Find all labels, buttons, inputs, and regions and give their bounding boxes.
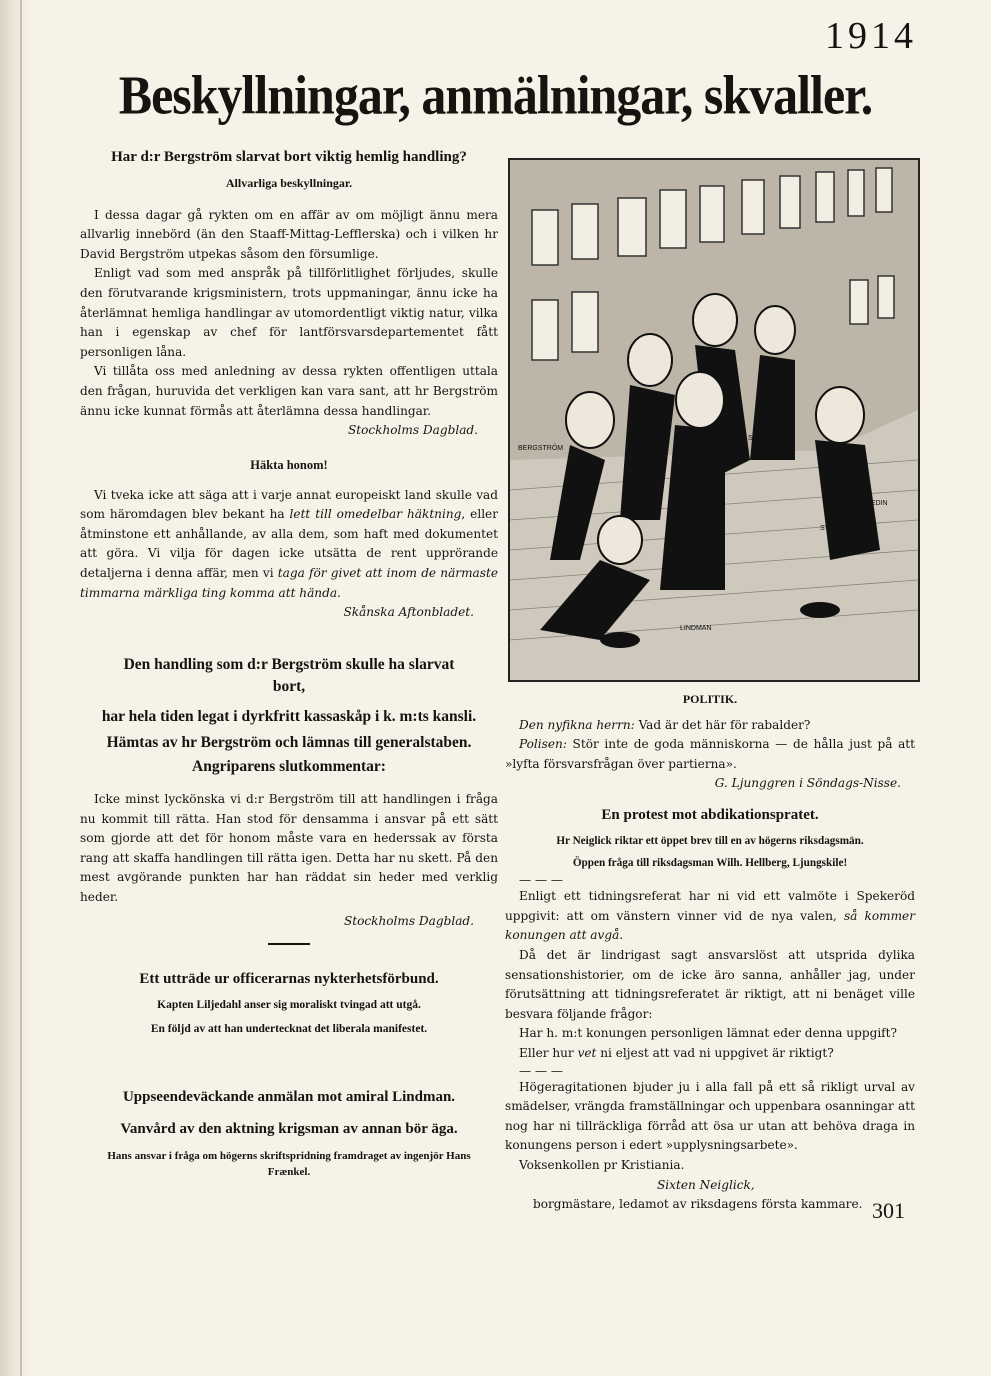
- page-year: 1914: [825, 15, 917, 57]
- paragraph: Enligt ett tidningsreferat har ni vid ett valmöte i Spekeröd uppgivit: att om vänstern vinner vid de nya valen, så kommer konungen att avgå.: [505, 889, 915, 943]
- source-credit: Stockholms Dagblad.: [343, 913, 474, 928]
- section-title: Ett utträde ur officerarnas nykterhetsförbund.: [139, 971, 439, 987]
- section-bergstrom-rumor: [80, 146, 498, 441]
- section-subtitle: Hr Neiglick riktar ett öppet brev till en av högerns riksdagsmän.: [556, 835, 864, 847]
- section-title: En protest mot abdikationspratet.: [601, 807, 819, 823]
- paragraph: I dessa dagar gå rykten om en affär av om möjligt ännu mera allvarlig innebörd (än den Staaff-Mittag-Lefflerska) och i vilken hr David Bergström utpekas såsom den försumlige.: [80, 207, 498, 261]
- signature-title: borgmästare, ledamot av riksdagens första kammare.: [533, 1197, 863, 1212]
- section-title: Den handling som d:r Bergström skulle ha slarvat bort,: [123, 656, 455, 695]
- paragraph: Voksenkollen pr Kristiania.: [519, 1157, 685, 1172]
- caption-source: G. Ljunggren i Söndags-Nisse.: [714, 776, 901, 791]
- section-headline: Vanvård av den aktning krigsman av annan bör äga.: [120, 1121, 458, 1137]
- section-abdication-protest: [505, 804, 915, 1215]
- section-subtitle: Öppen fråga till riksdagsman Wilh. Hellberg, Ljungskile!: [572, 856, 848, 869]
- cartoon-caption: [505, 690, 915, 794]
- caption-title: POLITIK.: [682, 692, 738, 706]
- section-title: Har d:r Bergström slarvat bort viktig hemlig handling?: [111, 149, 467, 165]
- section-title: Uppseendeväckande anmälan mot amiral Lindman.: [122, 1089, 456, 1105]
- cartoon-label-medin: MEDIN: [865, 500, 888, 507]
- section-title: Häkta honom!: [250, 458, 328, 472]
- dash-separator: — — —: [519, 1063, 563, 1078]
- section-lindman: [80, 1086, 498, 1180]
- cartoon-label-lindman: LINDMAN: [680, 625, 712, 632]
- caption-dialog: Den nyfikna herrn: Vad är det här för rabalder?: [519, 717, 811, 732]
- page-headline: Beskyllningar, anmälningar, skvaller.: [118, 64, 873, 126]
- paragraph: Vi tillåta oss med anledning av dessa rykten offentligen uttala den frågan, huruvida det verkligen kan vara sant, att hr Bergström ännu icke kunnat förmås att återlämna dessa handlingar.: [80, 364, 498, 418]
- dash-separator: — — —: [519, 873, 563, 888]
- paragraph: Enligt vad som med anspråk på tillförlitlighet förljudes, skulle den förutvarande krigsministern, trots uppmaningar, ännu icke ha återlämnat hemliga handlingar av utomordentligt viktig natur, vilka han i egenskap av chef för lantförsvarsdepartementet fått personligen låna.: [80, 266, 498, 359]
- section-headline: Angriparens slutkommentar:: [192, 758, 386, 775]
- binding-edge: [20, 0, 22, 1376]
- section-subtitle: Hans ansvar i fråga om högerns skriftspridning framdraget av ingenjör Hans Frænkel.: [107, 1150, 471, 1178]
- section-subtitle: En följd av att han undertecknat det liberala manifestet.: [150, 1022, 428, 1035]
- section-subtitle: Kapten Liljedahl anser sig moraliskt tvingad att utgå.: [157, 999, 421, 1011]
- political-cartoon: [508, 158, 920, 682]
- section-headline: Hämtas av hr Bergström och lämnas till generalstaben.: [106, 734, 472, 751]
- section-hakta-honom: [80, 456, 498, 623]
- section-divider: [268, 943, 310, 945]
- paragraph: Högeragitationen bjuder ju i alla fall på ett så rikligt urval av smädelser, vrängda framställningar och uppenbara osanningar att nog har ni tillräckliga förråd att ösa ur utan att behöva draga in konungens person i edert »upplysningsarbete».: [505, 1079, 915, 1153]
- cartoon-label-bergstrom: BERGSTRÖM: [518, 445, 564, 452]
- page-gutter: [0, 0, 30, 1376]
- signature-name: Sixten Neiglick,: [657, 1177, 755, 1192]
- page-number: 301: [872, 1198, 905, 1223]
- source-credit: Skånska Aftonbladet.: [343, 605, 474, 620]
- section-subtitle: Allvarliga beskyllningar.: [225, 176, 353, 190]
- caption-dialog: Polisen: Stör inte de goda människorna — de hålla just på att »lyfta försvarsfrågan över partierna».: [505, 737, 915, 771]
- paragraph: Icke minst lyckönska vi d:r Bergström till att handlingen i fråga nu kommit till rätta. Han stod för densamma i ansvar på ett sätt som gjorde att det för honom måste vara en hederssak av första rang att skaffa handlingen till rätta igen. Detta har nu skett. På den mest avgörande punkten har han räddat sin heder med verklig heder.: [80, 792, 498, 904]
- section-nykterhetsforbund: [80, 968, 498, 1039]
- paragraph: Har h. m:t konungen personligen lämnat eder denna uppgift?: [519, 1026, 898, 1041]
- paragraph: Då det är lindrigast sagt ansvarslöst att utsprida dylika sensationshistorier, om de icke äro sanna, anhåller jag, under förutsättning att tidningsreferatet är riktigt, att ni benäget ville besvara följande frågor:: [505, 947, 915, 1021]
- section-headline: har hela tiden legat i dyrkfritt kassaskåp i k. m:ts kansli.: [101, 708, 477, 725]
- paragraph: Eller hur vet ni eljest att vad ni uppgivet är riktigt?: [519, 1045, 834, 1060]
- cartoon-label-hedin: SVEN HEDIN: [748, 435, 791, 442]
- cartoon-illustration: [510, 160, 918, 680]
- cartoon-label-staaff: STAAFF: [820, 525, 847, 532]
- section-handling-found: [80, 654, 498, 945]
- source-credit: Stockholms Dagblad.: [347, 423, 478, 438]
- paragraph: Vi tveka icke att säga att i varje annat europeiskt land skulle vad som häromdagen blev bekant ha lett till omedelbar häktning, eller åtminstone ett anhållande, av alla dem, som haft med dokumentet att göra. Vi vilja för dagen icke utsätta de rent upprörande detaljerna i denna affär, men vi taga för givet att inom de närmaste timmarna märkliga ting komma att hända.: [80, 487, 498, 600]
